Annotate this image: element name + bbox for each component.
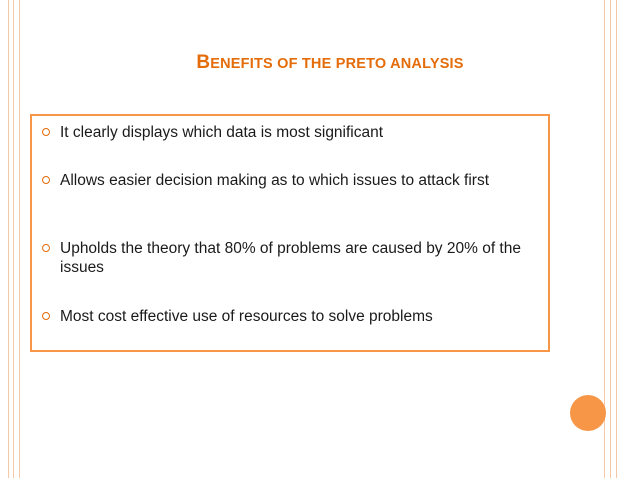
decorative-circle xyxy=(570,395,606,431)
bullet-marker-icon: ⭘ xyxy=(41,126,51,139)
bullet-text: Allows easier decision making as to which issues to attack first xyxy=(60,172,490,189)
bullet-marker-icon: ⭘ xyxy=(41,310,51,323)
bullet-item xyxy=(32,171,532,190)
bullet-item xyxy=(32,307,532,326)
slide-title-rest: ENEFITS OF THE PRETO ANALYSIS xyxy=(210,56,464,72)
bullet-text: It clearly displays which data is most significant xyxy=(60,124,384,141)
content-box xyxy=(30,114,550,352)
bullet-item xyxy=(32,123,532,142)
bullet-item xyxy=(32,239,532,277)
slide-title-first-letter: B xyxy=(196,52,211,73)
slide-title xyxy=(0,52,638,74)
bullet-text: Most cost effective use of resources to solve problems xyxy=(60,308,433,325)
bullet-marker-icon: ⭘ xyxy=(41,174,51,187)
bullet-text: Upholds the theory that 80% of problems are caused by 20% of the issues xyxy=(60,240,521,276)
bullet-marker-icon: ⭘ xyxy=(41,242,51,255)
